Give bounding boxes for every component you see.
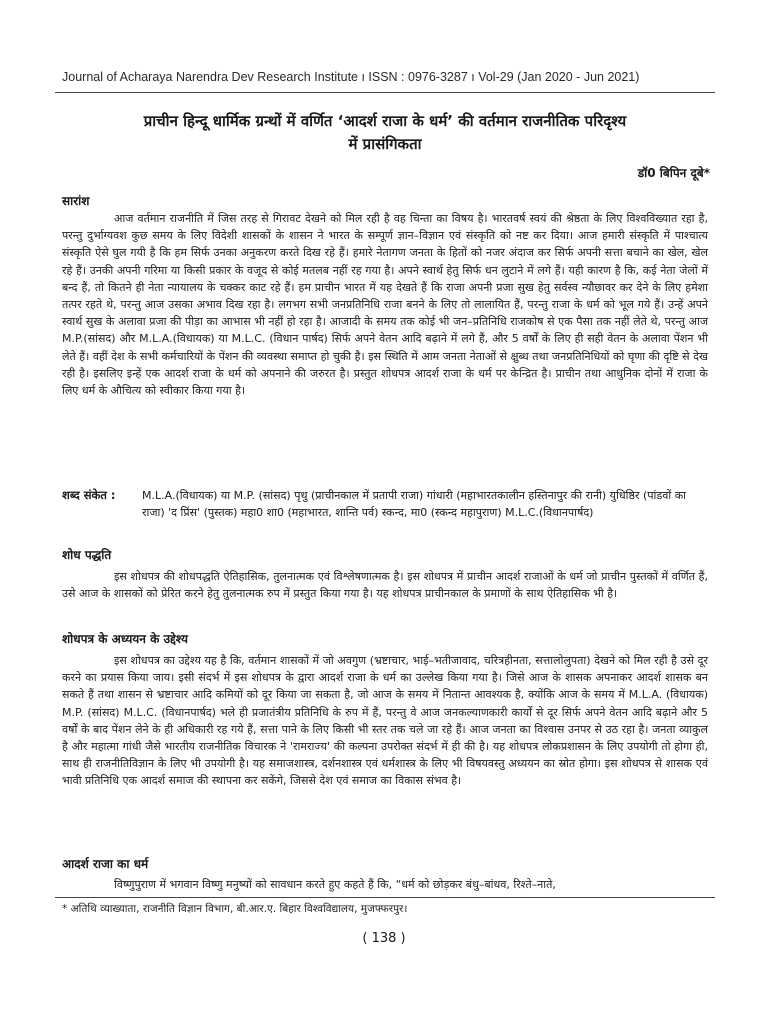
method-text: इस शोधपत्र की शोधपद्धति ऐतिहासिक, तुलनात्मक एवं विश्लेषणात्मक है। इस शोधपत्र में प्राचीन आदर्श राजाओं के धर्म जो प्राचीन पुस्तकों में वर्णित हैं, उसे आज के शासकों को प्रेरित करने हेतु तुलनात्मक रुप में प्रस्तुत किया गया है। यह शोधपत्र प्राचीनकाल के प्रमाणों के साथ ऐतिहासिक भी है। (62, 570, 708, 601)
keywords-text: M.L.A.(विधायक) या M.P. (सांसद) पृथु (प्राचीनकाल में प्रतापी राजा) गांधारी (महाभारतकालीन हस्तिनापुर की रानी) युधिष्ठिर (पांडवों का राजा) 'द प्रिंस' (पुस्तक) महा0 शा0 (महाभारत, शान्ति पर्व) स्कन्द, मा0 (स्कन्द महापुराण) M.L.C.(विधानपार्षद) (142, 489, 687, 520)
journal-header: Journal of Acharaya Narendra Dev Research Institute ı ISSN : 0976-3287 ı Vol-29 (Jan 2020 - Jun 2021) (62, 70, 640, 84)
keywords (62, 487, 708, 521)
method-heading: शोध पद्धति (62, 548, 112, 562)
article-title-line-1: प्राचीन हिन्दू धार्मिक ग्रन्थों में वर्णित ‘आदर्श राजा के धर्म’ की वर्तमान राजनीतिक परिदृश्य (143, 112, 627, 130)
purpose-heading: शोधपत्र के अध्ययन के उद्देश्य (62, 632, 188, 646)
dharma-text: विष्णुपुराण में भगवान विष्णु मनुष्यों को सावधान करते हुए कहते हैं कि, “धर्म को छोड़कर बंधु–बांधव, रिश्ते–नाते, (114, 878, 556, 891)
abstract-heading: सारांश (62, 194, 90, 208)
article-title (55, 110, 715, 156)
footnote-rule (55, 897, 715, 898)
page-number: ( 138 ) (362, 931, 406, 946)
keywords-label: शब्द संकेत : (62, 488, 116, 502)
article-title-line-2: में प्रासंगिकता (348, 135, 422, 153)
footnote: * अतिथि व्याख्याता, राजनीति विज्ञान विभाग, बी.आर.ए. बिहार विश्वविद्यालय, मुजफ्फरपुर। (62, 903, 408, 915)
abstract-text: आज वर्तमान राजनीति में जिस तरह से गिरावट देखने को मिल रही है वह चिन्ता का विषय है। भारतवर्ष स्वयं की श्रेष्ठता के लिए विश्वविख्यात रहा है, परन्तु दुर्भाग्यवश कुछ समय के लिए विदेशी शासकों के शासन ने भारत के सम्पूर्ण ज्ञान–विज्ञान एवं संस्कृति को नष्ट कर दिया। आज हमारी संस्कृति में पाश्चात्य संस्कृति ऐसे घुल गयी है कि हम सिर्फ उनका अनुकरण करते दिख रहे हैं। हमारे नेतागण जनता के हितों को नजर अंदाज कर सिर्फ अपनी सत्ता बचाने का खेल, खेल रहे हैं। उनकी अपनी गरिमा या किसी प्रकार के वजूद से कोई मतलब नहीं रह गया है। अपने स्वार्थ हेतु सिर्फ धन लुटाने में लगे हैं। यही कारण है कि, कई नेता जेलों में बन्द हैं, तो कितने ही नेता न्यायालय के चक्कर काट रहे हैं। हम प्राचीन भारत में यह देखते हैं कि राजा अपनी प्रजा सुख हेतु सर्वस्व न्यौछावर कर देने के लिए हमेशा तत्पर रहते थे, परन्तु आज उसका अभाव दिख रहा है। लगभग सभी जनप्रतिनिधि राजा बनने के लिए तो लालायित हैं, परन्तु राजा के धर्म को भूल गये हैं। उन्हें अपने स्वार्थ सुख के अलावा प्रजा की पीड़ा का आभास भी नहीं हो रहा है। आजादी के समय तक कोई भी जन–प्रतिनिधि राजकोष से एक पैसा तक नहीं लेते थे, परन्तु आज M.P.(सांसद) और M.L.A.(विधायक) या M.L.C. (विधान पार्षद) सिर्फ अपने वेतन आदि बढ़ाने में लगे हैं, और 5 वर्षों के लिए ही सही वेतन के अलावा पेंशन भी लेते हैं। वहीं देश के सभी कर्मचारियों के पेंशन की व्यवस्था समाप्त हो चुकी है। इस स्थिति में आम जनता नेताओं से क्षुब्ध तथा जनप्रतिनिधियों को घृणा की दृष्टि से देख रही है। इसलिए इन्हें एक आदर्श राजा के धर्म को अपनाने की जरुरत है। प्रस्तुत शोधपत्र आदर्श राजा के धर्म पर केन्द्रित है। प्राचीन तथा आधुनिक दोनों में राजा के लिए धर्म के औचित्य को स्वीकार किया गया है। (62, 212, 708, 398)
author-name: डॉ0 बिपिन दूबे* (637, 166, 710, 180)
purpose-text: इस शोधपत्र का उद्देश्य यह है कि, वर्तमान शासकों में जो अवगुण (भ्रष्टाचार, भाई–भतीजावाद, चरित्रहीनता, सत्तालोलुपता) देखने को मिल रही है उसे दूर करने का प्रयास किया जाय। इसी संदर्भ में इस शोधपत्र के द्वारा आदर्श राजा के धर्म का उल्लेख किया गया है। जिसे आज के शासक अपनाकर आदर्श शासक बन सकते हैं तथा शासन से भ्रष्टाचार आदि कमियों को दूर किया जा सकता है, जो आज के समय में नितान्त आवश्यक है, क्योंकि आज के समय में M.L.A. (विधायक) M.P. (सांसद) M.L.C. (विधानपार्षद) भले ही प्रजातंत्रीय प्रतिनिधि के रुप में हैं, परन्तु वे आज जनकल्याणकारी कार्यों से दूर सिर्फ अपने वेतन आदि बढ़ाने और 5 वर्षों के बाद पेंशन लेने के ही अधिकारी रह गये हैं, सत्ता पाने के लिए किसी भी स्तर तक चले जा रहे हैं। आज जनता का विश्वास उनपर से उठ रहा है। जनता व्याकुल है और महात्मा गांधी जैसे भारतीय राजनीतिक विचारक ने 'रामराज्य' की कल्पना उपरोक्त संदर्भ में ही की है। यह शोधपत्र लोकप्रशासन के लिए उपयोगी तो होगा ही, साथ ही राजनीतिविज्ञान के लिए भी उपयोगी है। यह समाजशास्त्र, दर्शनशास्त्र एवं धर्मशास्त्र के लिए भी विषयवस्तु अध्ययन का स्रोत होगा। इस शोधपत्र से शासक एवं भावी प्रतिनिधि एक आदर्श समाज की स्थापना कर सकेंगे, जिससे देश एवं समाज का विकास संभव है। (62, 654, 708, 788)
header-rule (55, 92, 715, 93)
dharma-heading: आदर्श राजा का धर्म (62, 857, 149, 871)
